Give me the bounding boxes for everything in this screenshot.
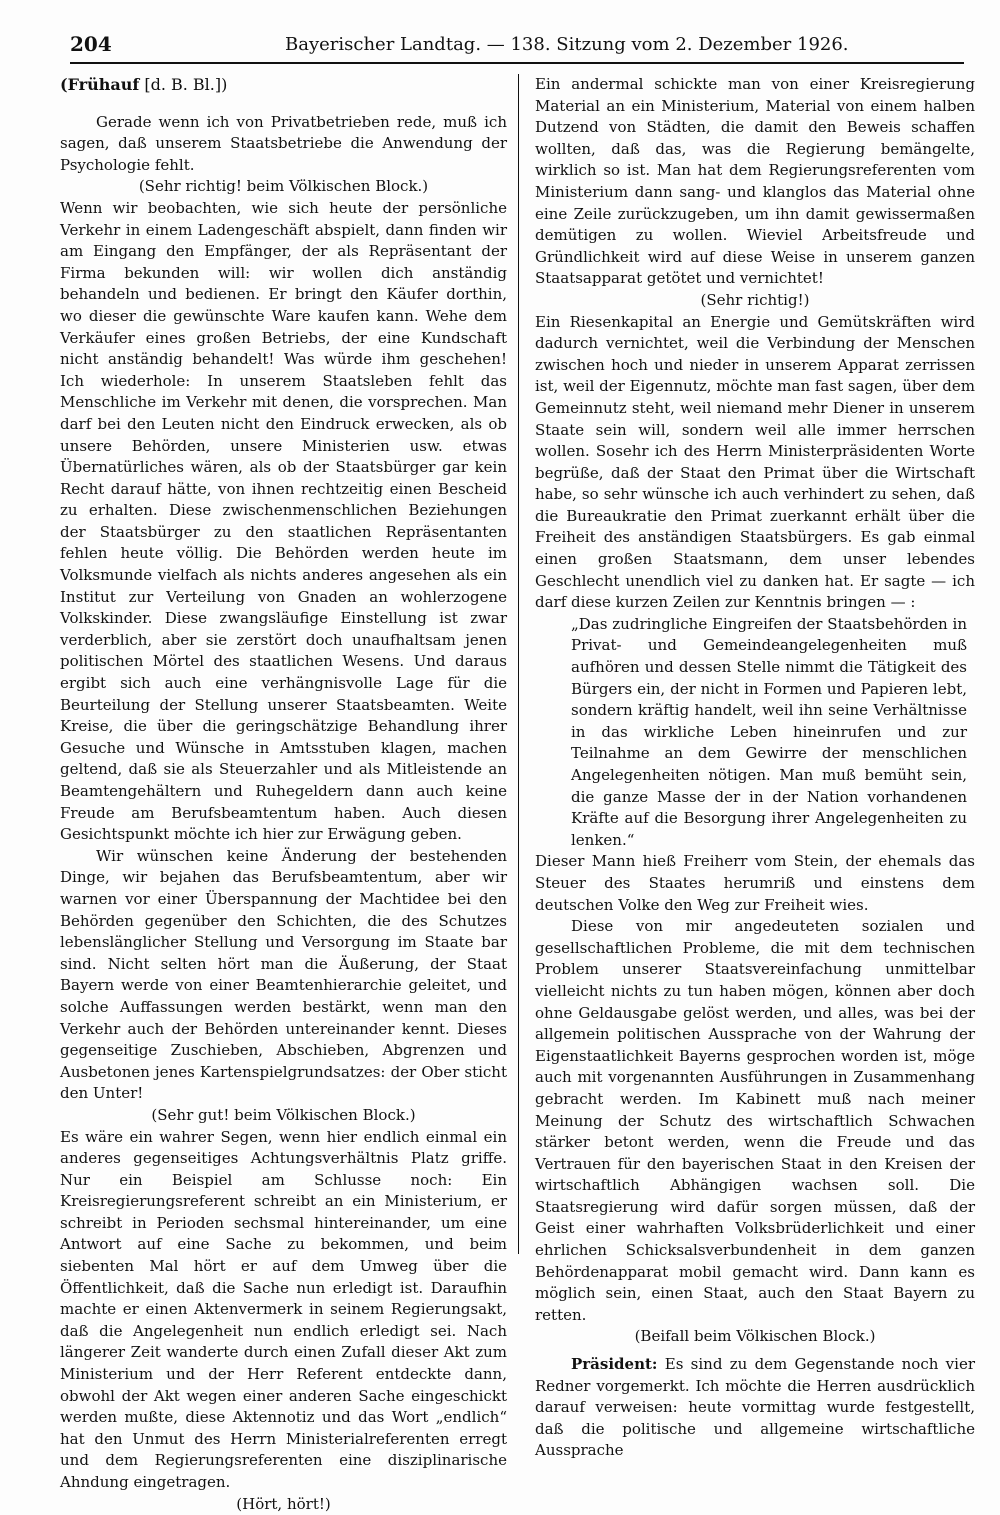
speaker-name: (Frühauf xyxy=(60,75,140,94)
running-title: Bayerischer Landtag. — 138. Sitzung vom 2. Dezember 1926. xyxy=(285,34,849,55)
speaker-note: [d. B. Bl.]) xyxy=(144,75,228,94)
paragraph: Gerade wenn ich von Privatbetrieben rede, muß ich sagen, daß unserem Staatsbetriebe die Anwendung der Psychologie fehlt. xyxy=(60,112,507,174)
right-column xyxy=(535,74,975,1462)
interjection: (Sehr richtig! beim Völkischen Block.) xyxy=(138,177,429,196)
interjection: (Sehr richtig!) xyxy=(700,290,810,309)
page-number: 204 xyxy=(70,32,112,56)
column-divider xyxy=(518,74,519,1254)
page-header xyxy=(70,32,964,72)
interjection: (Sehr gut! beim Völkischen Block.) xyxy=(151,1105,416,1124)
paragraph: Ein Riesenkapital an Energie und Gemütskräften wird dadurch vernichtet, weil die Verbindung der Menschen zwischen hoch und nieder in unserem Apparat zerrissen ist, weil der Eigennutz, möchte man fast sagen, über dem Gemeinnutz steht, weil niemand mehr Diener in unserem Staate sein will, sondern weil alle immer herrschen wollen. Sosehr ich des Herrn Ministerpräsidenten Worte begrüße, daß der Staat den Primat über die Wirtschaft habe, so sehr wünsche ich auch verhindert zu sehen, daß die Bureaukratie den Primat zuerkannt erhält über die Freiheit des anständigen Staatsbürgers. Es gab einmal einen großen Staatsmann, dem unser lebendes Geschlecht unendlich viel zu danken hat. Er sagte — ich darf diese kurzen Zeilen zur Kenntnis bringen — : xyxy=(535,312,975,612)
president-paragraph xyxy=(535,1354,975,1462)
paragraph: Ein andermal schickte man von einer Kreisregierung Material an ein Ministerium, Material von einem halben Dutzend von Städten, die damit den Beweis schaffen wollten, daß das, was die Regierung bemängelte, wirklich so ist. Man hat dem Regierungsreferenten vom Ministerium dann sang- und klanglos das Material ohne eine Zeile zurückzugeben, um ihn damit gewissermaßen demütigen zu wollen. Wieviel Arbeitsfreude und Gründlichkeit wird auf diese Weise in unserem ganzen Staatsapparat getötet und vernichtet! xyxy=(535,75,975,288)
interjection: (Beifall beim Völkischen Block.) xyxy=(634,1327,876,1346)
paragraph: Wenn wir beobachten, wie sich heute der persönliche Verkehr in einem Ladengeschäft abspielt, dann finden wir am Eingang den Empfänger, der als Repräsentant der Firma bekunden will: wir wollen dich anständig behandeln und bedienen. Er bringt den Käufer dorthin, wo dieser die gewünschte Ware kaufen kann. Wehe dem Verkäufer eines großen Betriebs, der eine Kundschaft nicht anständig behandelt! Was würde ihm geschehen! Ich wiederhole: In unserem Staatsleben fehlt das Menschliche im Verkehr mit denen, die vorsprechen. Man darf bei den Leuten nicht den Eindruck erwecken, als ob unsere Behörden, unsere Ministerien usw. etwas Übernatürliches wären, als ob der Staatsbürger gar kein Recht darauf hätte, von ihnen rechtzeitig einen Bescheid zu erhalten. Diese zwischenmenschlichen Beziehungen der Staatsbürger zu den staatlichen Repräsentanten fehlen heute völlig. Die Behörden werden heute im Volksmunde vielfach als nichts anderes angesehen als ein Institut zur Verteilung von Gnaden an wohlerzogene Volkskinder. Diese zwangsläufige Einstellung ist zwar verderblich, aber sie zerstört doch unaufhaltsam jenen politischen Mörtel des staatlichen Wesens. Und daraus ergibt sich auch eine verhängnisvolle Lage für die Beurteilung der Stellung unserer Staatsbeamten. Weite Kreise, die über die geringschätzige Behandlung ihrer Gesuche und Wünsche in Amtsstuben klagen, machen geltend, daß sie als Steuerzahler und als Mitleistende an Beamtengehältern und Ruhegeldern dann auch keine Freude am Berufsbeamtentum haben. Auch diesen Gesichtspunkt möchte ich hier zur Erwägung geben. xyxy=(60,198,507,844)
speaker-line xyxy=(60,74,507,96)
left-column xyxy=(60,74,507,1515)
president-text: Es sind zu dem Gegenstande noch vier Redner vorgemerkt. Ich möchte die Herren ausdrücklich darauf verweisen: heute vormittag wurde festgestellt, daß die politische und allgemeine wirtschaftliche Aussprache xyxy=(535,1355,975,1460)
paragraph: Diese von mir angedeuteten sozialen und gesellschaftlichen Probleme, die mit dem technischen Problem unserer Staatsvereinfachung unmittelbar vielleicht nichts zu tun haben mögen, können aber doch ohne Geldausgabe gelöst werden, und alles, was bei der allgemein politischen Aussprache von der Wahrung der Eigenstaatlichkeit Bayerns gesprochen worden ist, möge auch mit vorgenannten Ausführungen in Zusammenhang gebracht werden. Im Kabinett muß nach meiner Meinung der Schutz des wirtschaftlich Schwachen stärker betont werden, wenn die Freude und das Vertrauen für den bayerischen Staat in den Kreisen der wirtschaftlich Abhängigen wachsen soll. Die Staatsregierung wird dafür sorgen müssen, daß der Geist einer wahrhaften Volksbrüderlichkeit und einer ehrlichen Schicksalsverbundenheit in dem ganzen Behördenapparat mobil gemacht wird. Dann kann es möglich sein, einen Staat, auch den Staat Bayern zu retten. xyxy=(535,917,975,1324)
header-rule xyxy=(70,62,964,64)
paragraph: Wir wünschen keine Änderung der bestehenden Dinge, wir bejahen das Berufsbeamtentum, aber wir warnen vor einer Überspannung der Machtidee bei den Behörden gegenüber den Schichten, die des Schutzes lebenslänglicher Stellung und Versorgung im Staate bar sind. Nicht selten hört man die Äußerung, der Staat Bayern werde von einer Beamtenhierarchie geleitet, und solche Auffassungen werden bestärkt, wenn man den Verkehr auch der Behörden untereinander kennt. Dieses gegenseitige Zuschieben, Abschieben, Abgrenzen und Ausbetonen jenes Kartenspielgrundsatzes: der Ober sticht den Unter! xyxy=(60,846,507,1103)
quotation: „Das zudringliche Eingreifen der Staatsbehörden in Privat- und Gemeindeangelegenheiten muß aufhören und dessen Stelle nimmt die Tätigkeit des Bürgers ein, der nicht in Formen und Papieren lebt, sondern kräftig handelt, weil ihn seine Verhältnisse in das wirkliche Leben hineinrufen und zur Teilnahme an dem Gewirre der menschlichen Angelegenheiten nötigen. Man muß bemüht sein, die ganze Masse der in der Nation vorhandenen Kräfte auf die Besorgung ihrer Angelegenheiten zu lenken.“ xyxy=(571,614,967,849)
paragraph: Es wäre ein wahrer Segen, wenn hier endlich einmal ein anderes gegenseitiges Achtungsverhältnis Platz griffe. Nur ein Beispiel am Schlusse noch: Ein Kreisregierungsreferent schreibt an ein Ministerium, er schreibt in Perioden sechsmal hintereinander, um eine Antwort auf eine Sache zu bekommen, und beim siebenten Mal hört er auf dem Umweg über die Öffentlichkeit, daß die Sache nun erledigt ist. Daraufhin machte er einen Aktenvermerk in seinem Regierungsakt, daß die Angelegenheit nun endlich erledigt sei. Nach längerer Zeit wanderte durch einen Zufall dieser Akt zum Ministerium und der Herr Referent entdeckte dann, obwohl der Akt wegen einer anderen Sache eingeschickt werden mußte, diese Aktennotiz und das Wort „endlich“ hat den Unmut des Herrn Ministerialreferenten erregt und dem Regierungsreferenten eine disziplinarische Ahndung eingetragen. xyxy=(60,1127,507,1491)
president-label: Präsident: xyxy=(571,1355,658,1374)
interjection: (Hört, hört!) xyxy=(236,1494,331,1513)
paragraph: Dieser Mann hieß Freiherr vom Stein, der ehemals das Steuer des Staates herumriß und einstens dem deutschen Volke den Weg zur Freiheit wies. xyxy=(535,852,975,914)
